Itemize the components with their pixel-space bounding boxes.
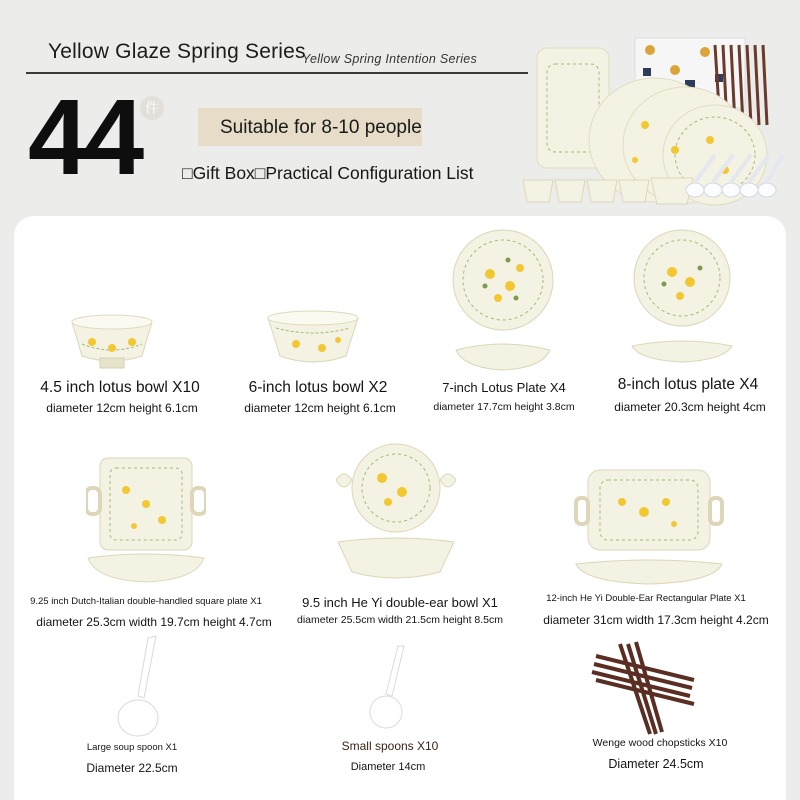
item-name: Large soup spoon X1 bbox=[86, 742, 178, 753]
item-name: 9.25 inch Dutch-Italian double-handled square plate X1 bbox=[30, 596, 262, 607]
config-list-label: □Gift Box□Practical Configuration List bbox=[182, 163, 474, 183]
item-name: 9.5 inch He Yi double-ear bowl X1 bbox=[302, 595, 498, 610]
item-size: Diameter 22.5cm bbox=[86, 761, 178, 775]
product-set-image bbox=[515, 30, 800, 210]
item-name: 12-inch He Yi Double-Ear Rectangular Plate X1 bbox=[546, 593, 746, 604]
series-subtitle: Yellow Spring Intention Series bbox=[302, 52, 478, 66]
rectangular-plate-image bbox=[574, 466, 724, 588]
header-divider bbox=[26, 72, 528, 74]
seven-inch-plate-image bbox=[450, 228, 556, 374]
item-name: 8-inch lotus plate X4 bbox=[617, 376, 759, 393]
double-ear-bowl-image bbox=[336, 440, 456, 584]
square-plate-image bbox=[86, 454, 206, 586]
piece-unit-badge: 件 bbox=[140, 96, 164, 120]
item-size: diameter 17.7cm height 3.8cm bbox=[433, 401, 575, 413]
item-size: diameter 20.3cm height 4cm bbox=[614, 400, 766, 414]
chopsticks-image bbox=[590, 640, 706, 736]
small-spoon-image bbox=[366, 644, 412, 730]
item-size: diameter 31cm width 17.3cm height 4.2cm bbox=[543, 613, 769, 627]
item-size: diameter 25.3cm width 19.7cm height 4.7cm bbox=[36, 615, 272, 629]
item-size: Diameter 24.5cm bbox=[608, 757, 704, 771]
item-size: diameter 25.5cm width 21.5cm height 8.5cm bbox=[296, 614, 504, 626]
large-soup-spoon-image bbox=[112, 634, 168, 740]
eight-inch-plate-image bbox=[628, 228, 736, 364]
item-name: Small spoons X10 bbox=[341, 739, 439, 753]
item-size: Diameter 14cm bbox=[350, 761, 426, 773]
item-size: diameter 12cm height 6.1cm bbox=[46, 401, 198, 415]
medium-lotus-bowl-image bbox=[266, 308, 360, 370]
piece-count: 44 bbox=[28, 76, 141, 197]
small-lotus-bowl-image bbox=[70, 312, 154, 374]
item-name: 6-inch lotus bowl X2 bbox=[248, 379, 388, 396]
people-label: Suitable for 8-10 people bbox=[220, 117, 422, 138]
series-title: Yellow Glaze Spring Series bbox=[48, 40, 306, 63]
item-name: 4.5 inch lotus bowl X10 bbox=[40, 379, 200, 396]
item-name: Wenge wood chopsticks X10 bbox=[592, 737, 728, 749]
item-size: diameter 12cm height 6.1cm bbox=[244, 401, 396, 415]
item-name: 7-inch Lotus Plate X4 bbox=[442, 380, 566, 395]
